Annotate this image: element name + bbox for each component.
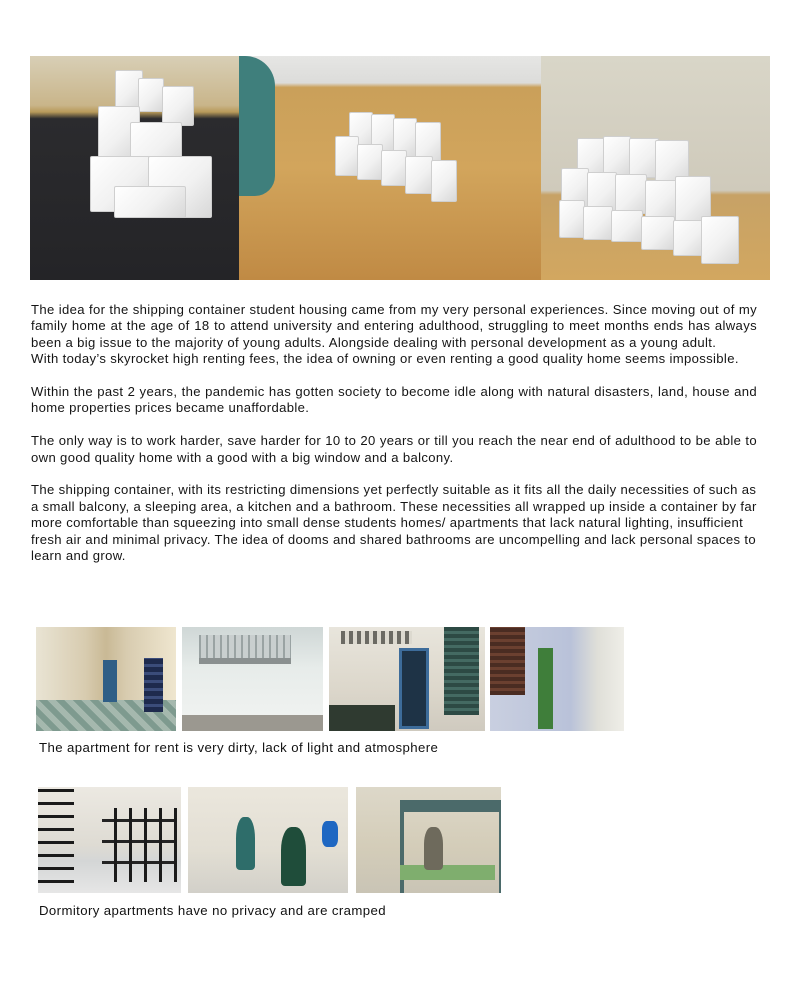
apartment-photo-2	[182, 627, 323, 731]
apartment-photo-3	[329, 627, 485, 731]
dormitory-caption: Dormitory apartments have no privacy and are cramped	[39, 903, 386, 918]
top-photo-chalkboard-model	[30, 56, 239, 280]
essay-text	[31, 302, 757, 581]
paragraph-4: The only way is to work harder, save harder for 10 to 20 years or till you reach the near end of adulthood to be able to own good quality home with a good with a big window and a balcony.	[31, 433, 757, 465]
paragraph-2: With today’s skyrocket high renting fees, the idea of owning or even renting a good quality home seems impossible.	[31, 351, 739, 367]
paragraph-3: Within the past 2 years, the pandemic has gotten society to become idle along with natural disasters, land, house and home properties prices became unaffordable.	[31, 384, 757, 416]
paragraph-1: The idea for the shipping container student housing came from my very personal experiences. Since moving out of my family home at the age of 18 to attend university and entering adulthood, struggling to meet months ends has always been a big issue to the majority of young adults. Alongside dealing with personal development as a young adult.	[31, 302, 757, 350]
top-photo-stepped-model	[541, 56, 770, 280]
top-photo-table-model	[239, 56, 541, 280]
paragraph-5: The shipping container, with its restricting dimensions yet perfectly suitable as it fits all the daily necessities of such as a small balcony, a sleeping area, a kitchen and a bathroom. These necessities all wrapped up inside a container by far more comfortable than squeezing into small dense students homes/ apartments that lack natural lighting, insufficient fresh air and minimal privacy. The idea of dooms and shared bathrooms are uncompelling and lack personal spaces to learn and grow.	[31, 482, 757, 564]
dormitory-photo-1	[38, 787, 181, 893]
dormitory-photo-3	[356, 787, 501, 893]
dormitory-photo-2	[188, 787, 348, 893]
apartment-photo-4	[490, 627, 624, 731]
apartment-photo-1	[36, 627, 176, 731]
apartment-caption: The apartment for rent is very dirty, lack of light and atmosphere	[39, 740, 439, 755]
